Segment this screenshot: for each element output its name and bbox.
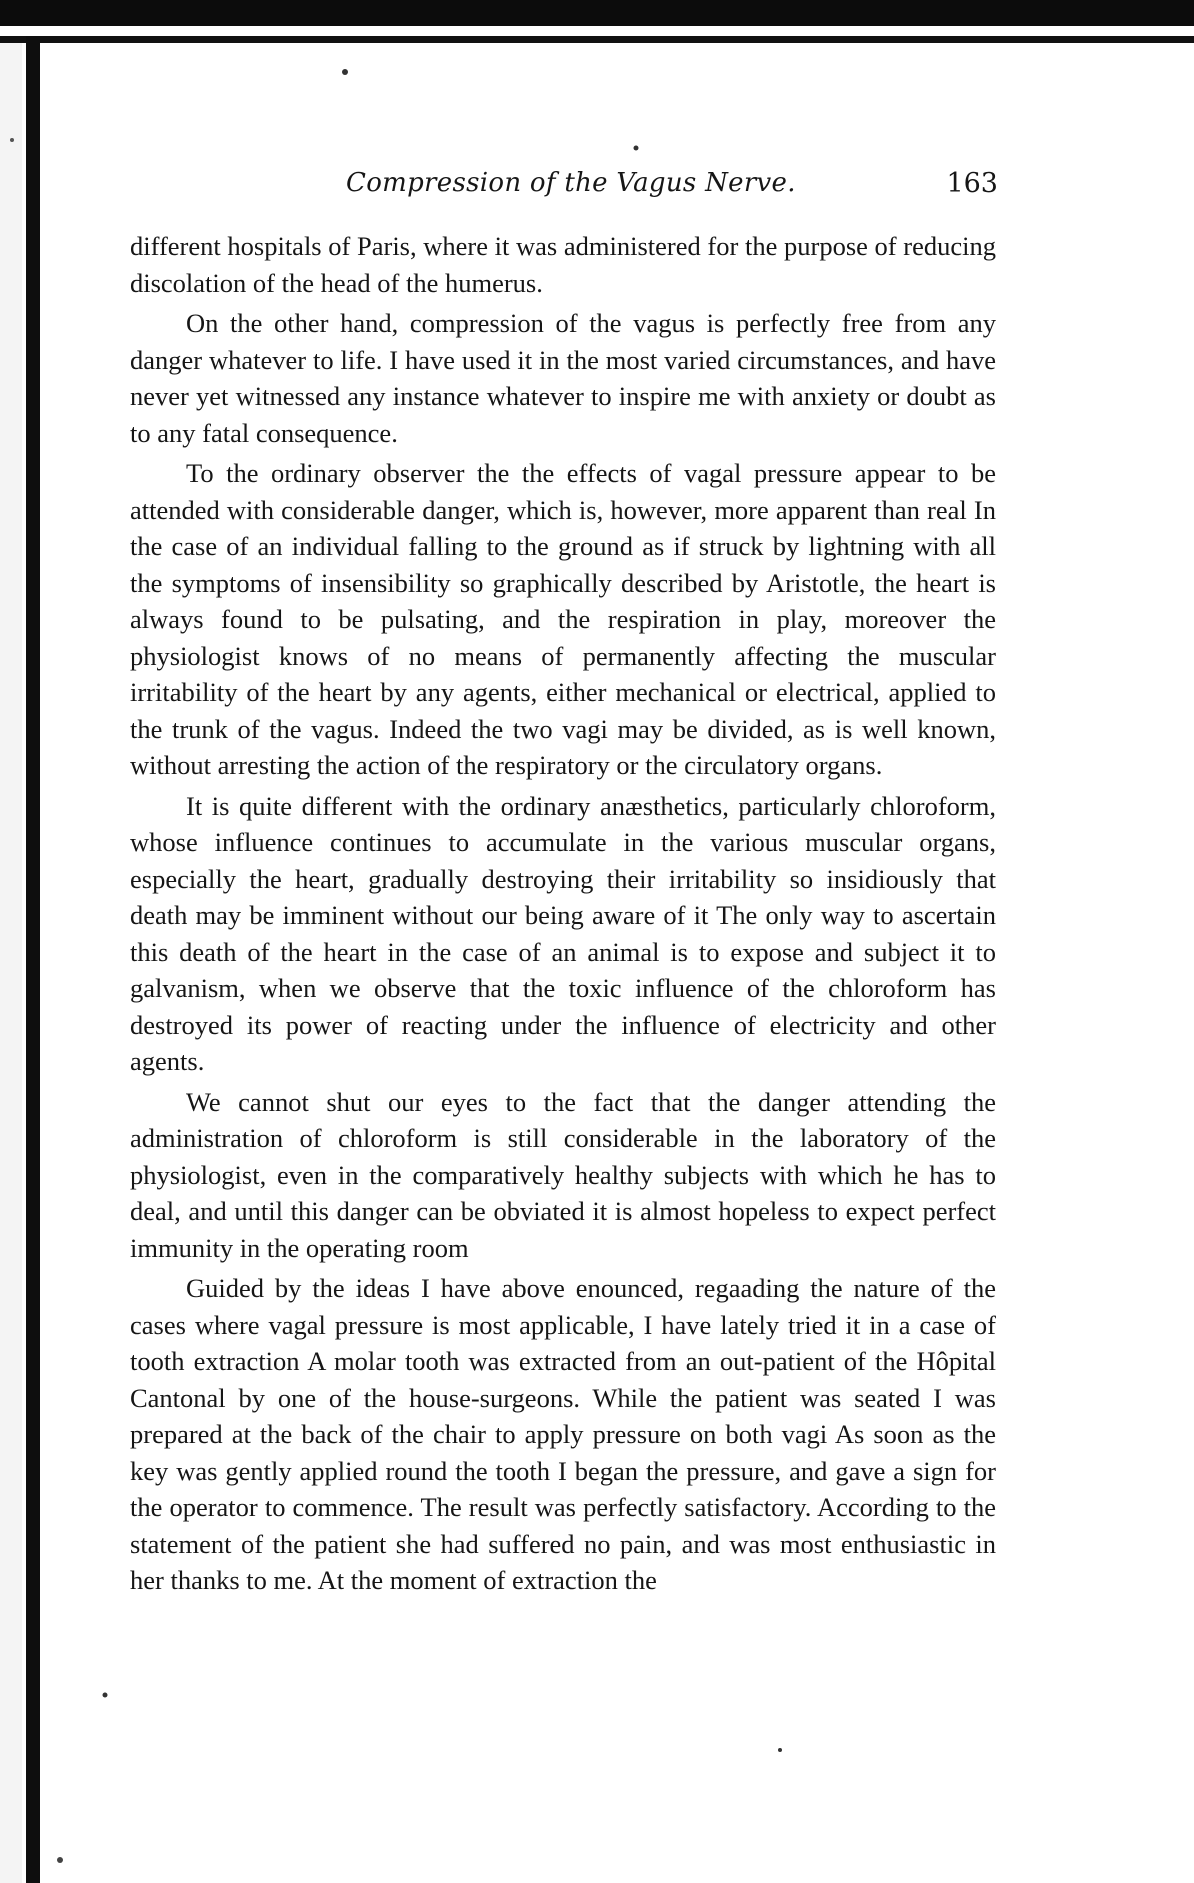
- page-header: [128, 168, 998, 208]
- paragraph: On the other hand, compression of the vagus is perfectly free from any danger whatever to life. I have used it in the most varied circumstances, and have never yet witnessed any instance whatever to inspire me with anxiety or doubt as to any fatal consequence.: [130, 308, 996, 448]
- paragraph: Guided by the ideas I have above enounced, regaading the nature of the cases where vagal pressure is most applicable, I have lately tried it in a case of tooth extraction A molar tooth was extracted from an out-patient of the Hôpital Cantonal by one of the house-surgeons. While the patient was seated I was prepared at the back of the chair to apply pressure on both vagi As soon as the key was gently applied round the tooth I began the pressure, and gave a sign for the operator to commence. The result was perfectly satisfactory. According to the statement of the patient she had suffered no pain, and was most enthusiastic in her thanks to me. At the moment of extraction the: [130, 1273, 996, 1595]
- scan-margin-left: [0, 40, 22, 1883]
- running-title: Compression of the Vagus Nerve.: [346, 168, 796, 198]
- paragraph: different hospitals of Paris, where it was administered for the purpose of reducing discolation of the head of the humerus.: [130, 231, 996, 298]
- page-number: 163: [946, 168, 998, 199]
- paragraph: We cannot shut our eyes to the fact that the danger attending the administration of chloroform is still considerable in the laboratory of the physiologist, even in the comparatively healthy subjects with which he has to deal, and until this danger can be obviated it is almost hopeless to expect perfect immunity in the operating room: [130, 1086, 996, 1263]
- paragraph: It is quite different with the ordinary anæsthetics, particularly chloroform, whose influence continues to accumulate in the various muscular organs, especially the heart, gradually destroying their irritability so insidiously that death may be imminent without our being aware of it The only way to ascertain this death of the heart in the case of an animal is to expose and subject it to galvanism, when we observe that the toxic influence of the chloroform has destroyed its power of reacting under the influence of electricity and other agents.: [130, 790, 996, 1076]
- scan-border-top: [0, 0, 1194, 26]
- scan-border-rule: [0, 36, 1194, 43]
- scan-border-left: [26, 36, 40, 1883]
- body-text: [130, 228, 996, 1603]
- paragraph: To the ordinary observer the the effects of vagal pressure appear to be attended with considerable danger, which is, however, more apparent than real In the case of an individual falling to the ground as if struck by lightning with all the symptoms of insensibility so graphically described by Aristotle, the heart is always found to be pulsating, and the respiration in play, moreover the physiologist knows of no means of permanently affecting the muscular irritability of the heart by any agents, either mechanical or electrical, applied to the trunk of the vagus. Indeed the two vagi may be divided, as is well known, without arresting the action of the respiratory or the circulatory organs.: [130, 458, 996, 780]
